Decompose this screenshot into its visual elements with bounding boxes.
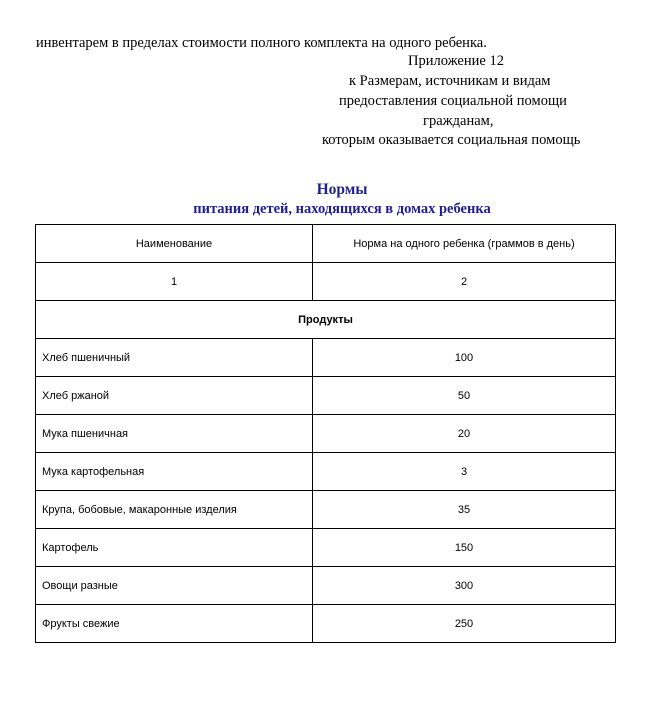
table-row — [36, 339, 616, 377]
norms-table — [35, 224, 616, 643]
product-name: Хлеб ржаной — [36, 377, 313, 415]
product-name: Фрукты свежие — [36, 605, 313, 643]
numbering-row — [36, 263, 616, 301]
product-name: Мука картофельная — [36, 453, 313, 491]
table-row — [36, 453, 616, 491]
appendix-number: Приложение 12 — [408, 53, 504, 69]
table-row — [36, 605, 616, 643]
appendix-line-3: предоставления социальной помощи — [339, 93, 567, 109]
appendix-line-5: которым оказывается социальная помощь — [322, 132, 581, 148]
product-norm: 20 — [313, 415, 616, 453]
product-norm: 3 — [313, 453, 616, 491]
header-row — [36, 225, 616, 263]
product-norm: 250 — [313, 605, 616, 643]
product-name: Мука пшеничная — [36, 415, 313, 453]
product-norm: 150 — [313, 529, 616, 567]
table-row — [36, 529, 616, 567]
product-norm: 100 — [313, 339, 616, 377]
title-line-1: Нормы — [316, 181, 368, 198]
product-name: Овощи разные — [36, 567, 313, 605]
appendix-line-2: к Размерам, источникам и видам — [349, 73, 551, 89]
product-norm: 50 — [313, 377, 616, 415]
table-row — [36, 377, 616, 415]
product-name: Крупа, бобовые, макаронные изделия — [36, 491, 313, 529]
product-norm: 300 — [313, 567, 616, 605]
product-name: Картофель — [36, 529, 313, 567]
table-row — [36, 567, 616, 605]
header-cell-name: Наименование — [36, 225, 313, 263]
product-norm: 35 — [313, 491, 616, 529]
numbering-cell-2: 2 — [313, 263, 616, 301]
appendix-line-4: гражданам, — [423, 113, 494, 129]
intro-text-line: инвентарем в пределах стоимости полного комплекта на одного ребенка. — [36, 35, 487, 51]
title-line-2: питания детей, находящихся в домах ребенка — [193, 201, 491, 217]
table-row — [36, 415, 616, 453]
header-cell-norm: Норма на одного ребенка (граммов в день) — [313, 225, 616, 263]
product-name: Хлеб пшеничный — [36, 339, 313, 377]
section-cell-products: Продукты — [36, 301, 616, 339]
numbering-cell-1: 1 — [36, 263, 313, 301]
table-row — [36, 491, 616, 529]
section-row — [36, 301, 616, 339]
